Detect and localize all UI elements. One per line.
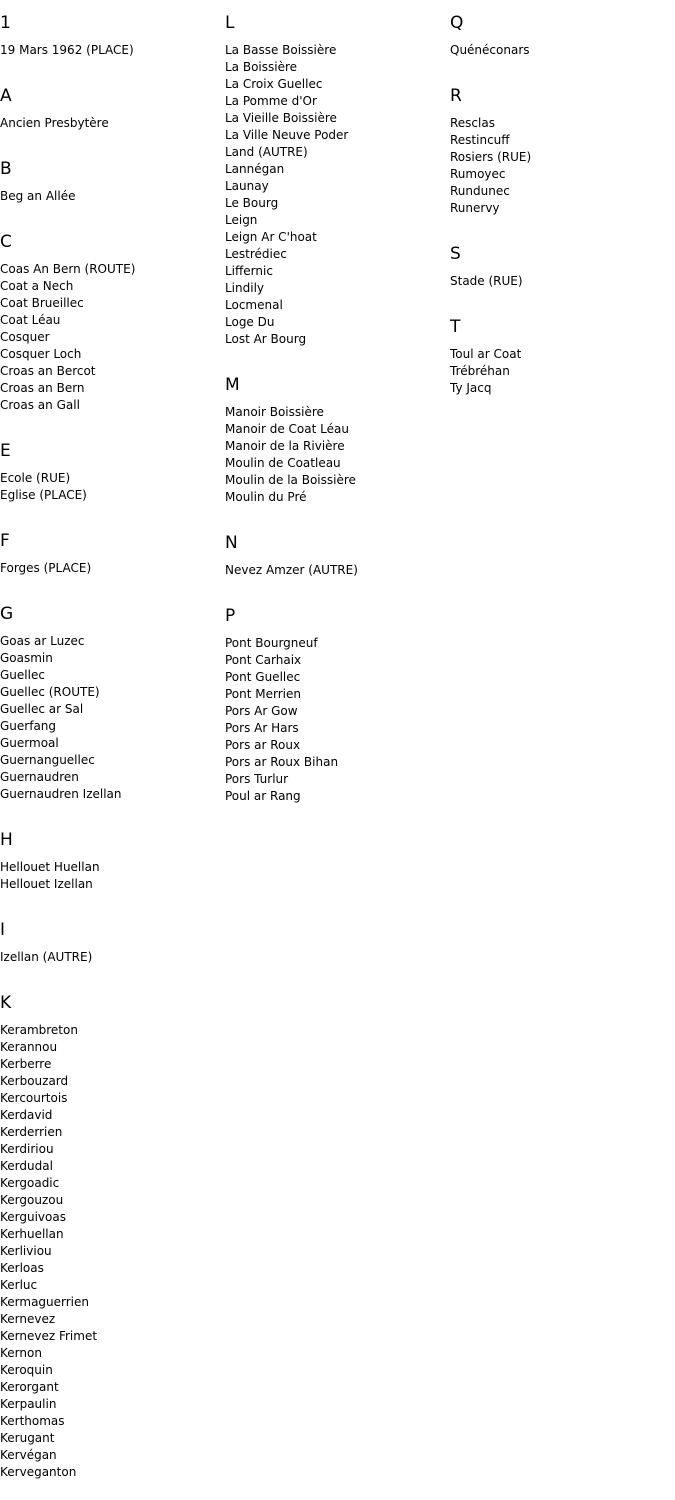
letter-group-s [450, 231, 670, 304]
column-2 [225, 0, 445, 819]
street-link-kermaguerrien[interactable]: Kermaguerrien [0, 1295, 90, 1309]
letter-group-l [225, 0, 445, 362]
street-link-lannegan[interactable]: Lannégan [225, 162, 285, 176]
street-list [225, 397, 445, 520]
street-link-liffernic[interactable]: Liffernic [225, 264, 273, 278]
street-list-item [450, 115, 670, 132]
street-link-izellan-autre[interactable]: Izellan (AUTRE) [0, 950, 93, 964]
street-link-leign[interactable]: Leign [225, 213, 258, 227]
street-link-forges-place[interactable]: Forges (PLACE) [0, 561, 92, 575]
street-list-item [0, 735, 220, 752]
street-list [0, 553, 220, 591]
street-link-kerhuellan[interactable]: Kerhuellan [0, 1227, 64, 1241]
street-list-item [450, 380, 670, 397]
street-list-item [450, 363, 670, 380]
street-list-item [225, 720, 445, 737]
street-list [0, 254, 220, 428]
street-list-item [0, 1141, 220, 1158]
letter-heading: L [225, 13, 235, 33]
letter-group-g [0, 591, 220, 817]
street-link-manoir-boissiere[interactable]: Manoir Boissière [225, 405, 324, 419]
street-list-item [225, 489, 445, 506]
street-link-pont-carhaix[interactable]: Pont Carhaix [225, 653, 302, 667]
street-list-item [0, 650, 220, 667]
street-list-item [0, 786, 220, 803]
street-list-item [0, 312, 220, 329]
street-link-kerannou[interactable]: Kerannou [0, 1040, 58, 1054]
street-list-item [0, 329, 220, 346]
street-link-guellec-ar-sal[interactable]: Guellec ar Sal [0, 702, 84, 716]
street-link-pors-ar-hars[interactable]: Pors Ar Hars [225, 721, 299, 735]
street-link-guernaudren[interactable]: Guernaudren [0, 770, 79, 784]
letter-heading: N [225, 533, 238, 553]
street-link-kerguivoas[interactable]: Kerguivoas [0, 1210, 66, 1224]
street-list-item [0, 1158, 220, 1175]
street-list-item [225, 144, 445, 161]
street-link-kerdavid[interactable]: Kerdavid [0, 1108, 53, 1122]
street-link-kergoadic[interactable]: Kergoadic [0, 1176, 60, 1190]
street-link-rundunec[interactable]: Rundunec [450, 184, 510, 198]
street-link-keroquin[interactable]: Keroquin [0, 1363, 53, 1377]
street-list-item [0, 487, 220, 504]
letter-group-i [0, 907, 220, 980]
street-list-item [225, 455, 445, 472]
street-link-cosquer-loch[interactable]: Cosquer Loch [0, 347, 82, 361]
letter-heading: H [0, 830, 13, 850]
street-list-item [0, 42, 220, 59]
street-link-la-boissiere[interactable]: La Boissière [225, 60, 298, 74]
street-link-coat-leau[interactable]: Coat Léau [0, 313, 61, 327]
street-link-la-pomme-d-or[interactable]: La Pomme d'Or [225, 94, 317, 108]
street-link-eglise-place[interactable]: Eglise (PLACE) [0, 488, 87, 502]
letter-heading: T [450, 317, 461, 337]
street-link-pors-ar-gow[interactable]: Pors Ar Gow [225, 704, 298, 718]
street-list-item [450, 200, 670, 217]
street-list-item [0, 1073, 220, 1090]
street-list-item [0, 1430, 220, 1447]
street-list [0, 626, 220, 817]
street-link-hellouet-izellan[interactable]: Hellouet Izellan [0, 877, 93, 891]
street-list-item [0, 949, 220, 966]
street-link-land-autre[interactable]: Land (AUTRE) [225, 145, 308, 159]
street-list-item [0, 1175, 220, 1192]
street-link-kerpaulin[interactable]: Kerpaulin [0, 1397, 57, 1411]
street-list-item [225, 178, 445, 195]
street-list-item [0, 1226, 220, 1243]
street-list-item [450, 166, 670, 183]
street-link-loge-du[interactable]: Loge Du [225, 315, 275, 329]
letter-group-k [0, 980, 220, 1495]
street-list-item [0, 1464, 220, 1481]
street-link-launay[interactable]: Launay [225, 179, 269, 193]
street-link-nevez-amzer-autre[interactable]: Nevez Amzer (AUTRE) [225, 563, 358, 577]
street-list [0, 463, 220, 518]
street-list-item [0, 633, 220, 650]
street-link-guellec-route[interactable]: Guellec (ROUTE) [0, 685, 100, 699]
street-list [450, 35, 670, 73]
street-list-item [0, 363, 220, 380]
letter-group-b [0, 146, 220, 219]
street-list-item [225, 229, 445, 246]
street-list-item [0, 1396, 220, 1413]
street-link-la-ville-neuve-poder[interactable]: La Ville Neuve Poder [225, 128, 349, 142]
street-list-item [0, 1209, 220, 1226]
letter-heading: F [0, 531, 10, 551]
street-link-goasmin[interactable]: Goasmin [0, 651, 53, 665]
street-link-pors-ar-roux[interactable]: Pors ar Roux [225, 738, 301, 752]
street-link-locmenal[interactable]: Locmenal [225, 298, 283, 312]
street-link-kerveganton[interactable]: Kerveganton [0, 1465, 77, 1479]
street-list-item [0, 1379, 220, 1396]
street-list-item [0, 1345, 220, 1362]
street-list-item [0, 701, 220, 718]
street-list [450, 339, 670, 411]
street-link-kerugant[interactable]: Kerugant [0, 1431, 55, 1445]
street-list-item [225, 754, 445, 771]
street-link-ancien-presbytere[interactable]: Ancien Presbytère [0, 116, 109, 130]
street-list-item [225, 280, 445, 297]
letter-heading: P [225, 606, 236, 626]
street-list-item [0, 1039, 220, 1056]
street-list [0, 942, 220, 980]
street-link-la-croix-guellec[interactable]: La Croix Guellec [225, 77, 323, 91]
street-list [225, 628, 445, 819]
street-list-item [225, 703, 445, 720]
street-list-item [225, 331, 445, 348]
street-list-item [225, 421, 445, 438]
street-list-item [225, 263, 445, 280]
street-link-guernanguellec[interactable]: Guernanguellec [0, 753, 95, 767]
street-link-restincuff[interactable]: Restincuff [450, 133, 510, 147]
street-list-item [450, 346, 670, 363]
street-link-la-vieille-boissiere[interactable]: La Vieille Boissière [225, 111, 337, 125]
letter-heading: A [0, 86, 12, 106]
street-list-item [225, 314, 445, 331]
street-link-trebrehan[interactable]: Trébréhan [450, 364, 510, 378]
street-list-item [0, 1362, 220, 1379]
street-link-guerfang[interactable]: Guerfang [0, 719, 57, 733]
letter-group-f [0, 518, 220, 591]
street-link-stade-rue[interactable]: Stade (RUE) [450, 274, 523, 288]
street-list-item [0, 1277, 220, 1294]
street-list-item [0, 1294, 220, 1311]
street-list-item [225, 635, 445, 652]
street-link-kerorgant[interactable]: Kerorgant [0, 1380, 59, 1394]
street-list-item [225, 212, 445, 229]
street-list [0, 1015, 220, 1495]
street-link-kernon[interactable]: Kernon [0, 1346, 42, 1360]
street-link-coat-brueillec[interactable]: Coat Brueillec [0, 296, 84, 310]
street-list [0, 35, 220, 73]
street-list-item [0, 1107, 220, 1124]
street-list-item [225, 110, 445, 127]
street-list-item [0, 876, 220, 893]
street-list-item [0, 1260, 220, 1277]
street-list-item [0, 769, 220, 786]
letter-group-q [450, 0, 670, 73]
letter-heading: G [0, 604, 14, 624]
street-link-la-basse-boissiere[interactable]: La Basse Boissière [225, 43, 337, 57]
street-list-item [0, 1056, 220, 1073]
street-list-item [225, 161, 445, 178]
street-list [450, 266, 670, 304]
street-list-item [0, 1022, 220, 1039]
street-list-item [0, 667, 220, 684]
street-list-item [450, 42, 670, 59]
street-link-lost-ar-bourg[interactable]: Lost Ar Bourg [225, 332, 307, 346]
street-list [225, 35, 445, 362]
street-list-item [225, 438, 445, 455]
street-list [450, 108, 670, 231]
street-link-kergouzou[interactable]: Kergouzou [0, 1193, 64, 1207]
street-list-item [0, 684, 220, 701]
street-list-item [225, 93, 445, 110]
street-link-hellouet-huellan[interactable]: Hellouet Huellan [0, 860, 100, 874]
street-link-rumoyec[interactable]: Rumoyec [450, 167, 506, 181]
street-list-item [225, 42, 445, 59]
letter-heading: Q [450, 13, 464, 33]
street-list [225, 555, 445, 593]
street-link-le-bourg[interactable]: Le Bourg [225, 196, 279, 210]
street-list-item [225, 788, 445, 805]
street-link-coas-an-bern-route[interactable]: Coas An Bern (ROUTE) [0, 262, 136, 276]
street-list-item [0, 295, 220, 312]
street-list-item [225, 686, 445, 703]
street-link-manoir-de-coat-leau[interactable]: Manoir de Coat Léau [225, 422, 349, 436]
street-link-manoir-de-la-riviere[interactable]: Manoir de la Rivière [225, 439, 345, 453]
street-link-croas-an-gall[interactable]: Croas an Gall [0, 398, 80, 412]
street-link-rosiers-rue[interactable]: Rosiers (RUE) [450, 150, 532, 164]
column-1 [0, 0, 220, 1495]
street-list-item [0, 560, 220, 577]
letter-group-e [0, 428, 220, 518]
street-link-lestrediec[interactable]: Lestrédiec [225, 247, 287, 261]
street-link-croas-an-bern[interactable]: Croas an Bern [0, 381, 85, 395]
letter-group-r [450, 73, 670, 231]
street-link-poul-ar-rang[interactable]: Poul ar Rang [225, 789, 301, 803]
street-list-item [225, 404, 445, 421]
street-link-pors-turlur[interactable]: Pors Turlur [225, 772, 289, 786]
street-list-item [225, 771, 445, 788]
street-list-item [0, 718, 220, 735]
street-list-item [225, 737, 445, 754]
street-list-item [225, 127, 445, 144]
street-list-item [225, 669, 445, 686]
street-link-kerdudal[interactable]: Kerdudal [0, 1159, 53, 1173]
street-link-ty-jacq[interactable]: Ty Jacq [450, 381, 492, 395]
letter-heading: C [0, 232, 12, 252]
letter-heading: B [0, 159, 12, 179]
letter-heading: M [225, 375, 240, 395]
street-link-croas-an-bercot[interactable]: Croas an Bercot [0, 364, 96, 378]
street-link-kernevez-frimet[interactable]: Kernevez Frimet [0, 1329, 98, 1343]
street-link-moulin-de-coatleau[interactable]: Moulin de Coatleau [225, 456, 341, 470]
letter-heading: R [450, 86, 462, 106]
letter-group-h [0, 817, 220, 907]
letter-heading: K [0, 993, 12, 1013]
street-list-item [225, 652, 445, 669]
street-link-coat-a-nech[interactable]: Coat a Nech [0, 279, 74, 293]
street-link-kerluc[interactable]: Kerluc [0, 1278, 38, 1292]
street-link-moulin-du-pre[interactable]: Moulin du Pré [225, 490, 307, 504]
street-link-guellec[interactable]: Guellec [0, 668, 45, 682]
street-link-kerthomas[interactable]: Kerthomas [0, 1414, 65, 1428]
street-list-item [225, 195, 445, 212]
street-link-lindily[interactable]: Lindily [225, 281, 265, 295]
street-link-beg-an-allee[interactable]: Beg an Allée [0, 189, 76, 203]
street-link-kerbouzard[interactable]: Kerbouzard [0, 1074, 69, 1088]
street-list-item [450, 149, 670, 166]
street-link-19-mars-1962-place[interactable]: 19 Mars 1962 (PLACE) [0, 43, 134, 57]
letter-group-c [0, 219, 220, 428]
street-link-moulin-de-la-boissiere[interactable]: Moulin de la Boissière [225, 473, 356, 487]
street-link-kerliviou[interactable]: Kerliviou [0, 1244, 52, 1258]
street-link-kerberre[interactable]: Kerberre [0, 1057, 52, 1071]
letter-group-m [225, 362, 445, 520]
street-link-kernevez[interactable]: Kernevez [0, 1312, 56, 1326]
street-list-item [225, 472, 445, 489]
column-3 [450, 0, 670, 411]
street-list-item [225, 59, 445, 76]
street-list-item [0, 1311, 220, 1328]
letter-heading: I [0, 920, 6, 940]
street-link-kerambreton[interactable]: Kerambreton [0, 1023, 78, 1037]
street-list-item [0, 752, 220, 769]
street-list-item [0, 278, 220, 295]
street-list-item [0, 1124, 220, 1141]
street-list-item [0, 1090, 220, 1107]
street-link-kerdiriou[interactable]: Kerdiriou [0, 1142, 54, 1156]
letter-heading: 1 [0, 13, 11, 33]
street-link-runervy[interactable]: Runervy [450, 201, 500, 215]
street-link-kercourtois[interactable]: Kercourtois [0, 1091, 68, 1105]
street-list [0, 181, 220, 219]
letter-group-n [225, 520, 445, 593]
street-list-item [450, 132, 670, 149]
street-list-item [0, 380, 220, 397]
street-list-item [0, 346, 220, 363]
letter-group-a [0, 73, 220, 146]
street-list-item [0, 1243, 220, 1260]
street-link-pont-bourgneuf[interactable]: Pont Bourgneuf [225, 636, 318, 650]
street-list-item [0, 470, 220, 487]
street-list-item [0, 1192, 220, 1209]
letter-group-p [225, 593, 445, 819]
letter-group-1 [0, 0, 220, 73]
street-list-item [0, 188, 220, 205]
street-list-item [0, 1413, 220, 1430]
street-link-queneconars[interactable]: Quénéconars [450, 43, 530, 57]
letter-heading: E [0, 441, 11, 461]
street-list-item [450, 183, 670, 200]
street-list-item [225, 562, 445, 579]
street-list-item [0, 261, 220, 278]
street-list-item [0, 1328, 220, 1345]
street-link-kerloas[interactable]: Kerloas [0, 1261, 44, 1275]
street-link-pont-merrien[interactable]: Pont Merrien [225, 687, 301, 701]
street-link-pors-ar-roux-bihan[interactable]: Pors ar Roux Bihan [225, 755, 339, 769]
letter-group-t [450, 304, 670, 411]
street-link-resclas[interactable]: Resclas [450, 116, 495, 130]
street-link-goas-ar-luzec[interactable]: Goas ar Luzec [0, 634, 85, 648]
street-list-item [225, 76, 445, 93]
street-link-cosquer[interactable]: Cosquer [0, 330, 50, 344]
street-link-toul-ar-coat[interactable]: Toul ar Coat [450, 347, 522, 361]
street-list-item [225, 246, 445, 263]
street-list [0, 108, 220, 146]
street-link-leign-ar-c-hoat[interactable]: Leign Ar C'hoat [225, 230, 317, 244]
street-list-item [0, 115, 220, 132]
street-link-kerderrien[interactable]: Kerderrien [0, 1125, 63, 1139]
letter-heading: S [450, 244, 461, 264]
street-list [0, 852, 220, 907]
street-list-item [225, 297, 445, 314]
street-link-kervegan[interactable]: Kervégan [0, 1448, 57, 1462]
street-link-guernaudren-izellan[interactable]: Guernaudren Izellan [0, 787, 122, 801]
street-list-item [0, 1447, 220, 1464]
street-link-pont-guellec[interactable]: Pont Guellec [225, 670, 301, 684]
street-link-guermoal[interactable]: Guermoal [0, 736, 59, 750]
street-link-ecole-rue[interactable]: Ecole (RUE) [0, 471, 71, 485]
street-list-item [0, 859, 220, 876]
street-list-item [450, 273, 670, 290]
street-list-item [0, 397, 220, 414]
